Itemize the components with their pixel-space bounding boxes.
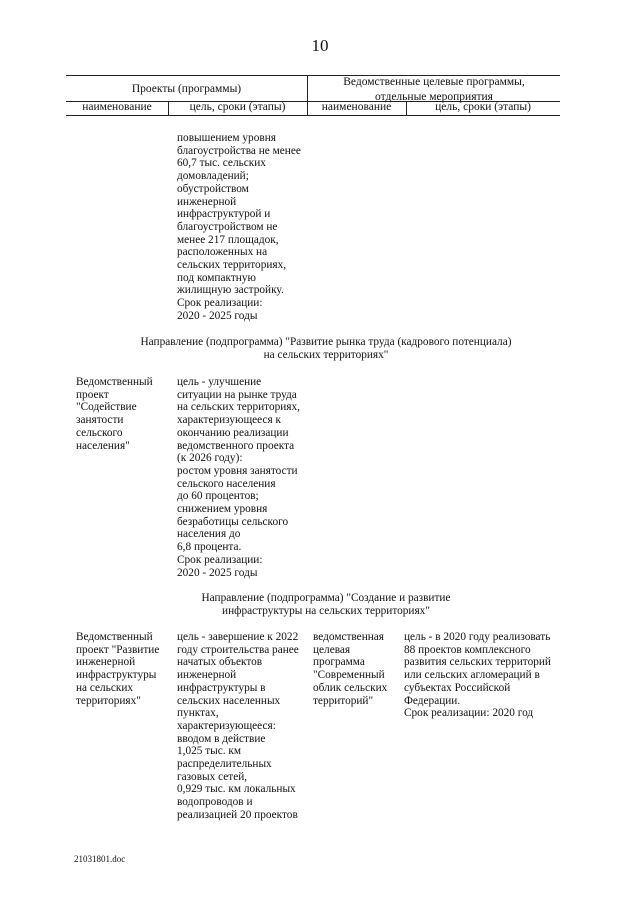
text-line: инженерной — [177, 669, 237, 682]
text-line: проект — [76, 388, 109, 401]
text-line: Срок реализации: — [177, 553, 263, 566]
text-line: до 60 процентов; — [177, 490, 259, 503]
text-line: на сельских территориях, — [177, 401, 300, 414]
text-line: субъектах Российской — [404, 681, 511, 694]
text-line: распределительных — [177, 758, 272, 771]
text-line: Срок реализации: 2020 год — [404, 707, 534, 720]
header-col-name-2: наименование — [321, 101, 392, 113]
text-line: 88 проектов комплексного — [404, 643, 531, 656]
header-bottom-rule — [66, 115, 560, 116]
text-line: "Содействие — [76, 401, 137, 414]
text-line: цель - улучшение — [177, 376, 262, 388]
text-line: развития сельских территорий — [404, 656, 551, 669]
section2-heading-line-2: на сельских территориях" — [263, 348, 389, 361]
text-line: реализацией 20 проектов — [177, 808, 298, 821]
text-line: территориях" — [76, 694, 141, 707]
text-line: Ведомственный — [76, 631, 153, 643]
text-line: домовладений; — [177, 170, 249, 183]
text-line: обустройством — [177, 182, 249, 195]
header-col-goal-1: цель, сроки (этапы) — [189, 101, 286, 113]
header-departmental-line-2: отдельные мероприятия — [375, 91, 493, 103]
block1-goal-text — [177, 132, 301, 323]
text-line: под компактную — [177, 271, 256, 284]
text-line: программа — [313, 656, 365, 669]
text-line: ведомственная — [313, 631, 384, 643]
section3-heading — [66, 592, 586, 617]
text-line: характеризующееся: — [177, 719, 276, 732]
section2-project-goal — [177, 376, 300, 579]
text-line: 1,025 тыс. км — [177, 745, 242, 758]
text-line: 0,929 тыс. км локальных — [177, 783, 296, 796]
text-line: инфраструктуры — [76, 669, 157, 682]
text-line: начатых объектов — [177, 656, 263, 669]
text-line: занятости — [76, 414, 124, 427]
text-line: цель - в 2020 году реализовать — [404, 631, 551, 643]
text-line: сельских территориях, — [177, 259, 287, 272]
header-departmental-line-1: Ведомственные целевые программы, — [343, 76, 525, 88]
text-line: окончанию реализации — [177, 426, 289, 439]
header-col-goal-2: цель, сроки (этапы) — [435, 101, 531, 113]
text-line: расположенных на — [177, 246, 268, 259]
text-line: повышением уровня — [177, 132, 276, 144]
text-line: целевая — [313, 643, 351, 656]
text-line: сельского населения — [177, 477, 276, 490]
text-line: инженерной — [177, 195, 237, 208]
section3-project-name — [76, 631, 159, 707]
text-line: или сельских агломераций в — [404, 669, 540, 682]
text-line: водопроводов и — [177, 796, 253, 809]
page-number: 10 — [311, 36, 329, 55]
text-line: безработицы сельского — [177, 515, 289, 528]
text-line: населения" — [76, 439, 130, 452]
text-line: ростом уровня занятости — [177, 464, 298, 477]
text-line: цель - завершение к 2022 — [177, 631, 299, 643]
text-line: (к 2026 году): — [177, 452, 243, 465]
section3-program-goal — [404, 631, 551, 720]
section3-project-goal — [177, 631, 299, 822]
text-line: газовых сетей, — [177, 770, 248, 783]
section2-heading — [66, 336, 586, 361]
text-line: сельских населенных — [177, 694, 281, 707]
text-line: облик сельских — [313, 681, 388, 694]
text-line: инфраструктурой и — [177, 208, 271, 221]
text-line: благоустройства не менее — [177, 144, 301, 157]
header-col-name-1: наименование — [82, 101, 152, 113]
text-line: инфраструктуры в — [177, 681, 266, 694]
text-line: "Современный — [313, 669, 385, 682]
text-line: 2020 - 2025 годы — [177, 566, 258, 579]
text-line: населения до — [177, 528, 241, 541]
text-line: Срок реализации: — [177, 297, 263, 310]
text-line: снижением уровня — [177, 503, 268, 516]
section2-project-name — [76, 376, 153, 452]
text-line: на сельских — [76, 681, 134, 694]
text-line: благоустройством не — [177, 220, 278, 233]
section3-program-name — [313, 631, 387, 707]
text-line: менее 217 площадок, — [177, 233, 279, 246]
text-line: проект "Развитие — [76, 643, 160, 656]
text-line: вводом в действие — [177, 732, 266, 745]
text-line: территорий" — [313, 694, 374, 707]
section2-heading-line-1: Направление (подпрограмма) "Развитие рынка труда (кадрового потенциала) — [140, 336, 512, 348]
text-line: 60,7 тыс. сельских — [177, 157, 266, 170]
header-projects: Проекты (программы) — [131, 83, 242, 95]
document-code: 21031801.doc — [74, 854, 126, 864]
section3-heading-line-2: инфраструктуры на сельских территориях" — [222, 604, 430, 617]
text-line: 6,8 процента. — [177, 541, 242, 554]
text-line: ситуации на рынке труда — [177, 388, 297, 401]
text-line: году строительства ранее — [177, 643, 299, 656]
text-line: ведомственного проекта — [177, 439, 295, 452]
text-line: жилищную застройку. — [177, 284, 284, 297]
section3-heading-line-1: Направление (подпрограмма) "Создание и развитие — [201, 592, 451, 604]
text-line: Ведомственный — [76, 376, 153, 388]
text-line: сельского — [76, 426, 123, 439]
text-line: пунктах, — [177, 707, 219, 720]
text-line: 2020 - 2025 годы — [177, 309, 258, 322]
text-line: характеризующееся к — [177, 414, 282, 427]
text-line: инженерной — [76, 656, 136, 669]
text-line: Федерации. — [404, 694, 461, 707]
